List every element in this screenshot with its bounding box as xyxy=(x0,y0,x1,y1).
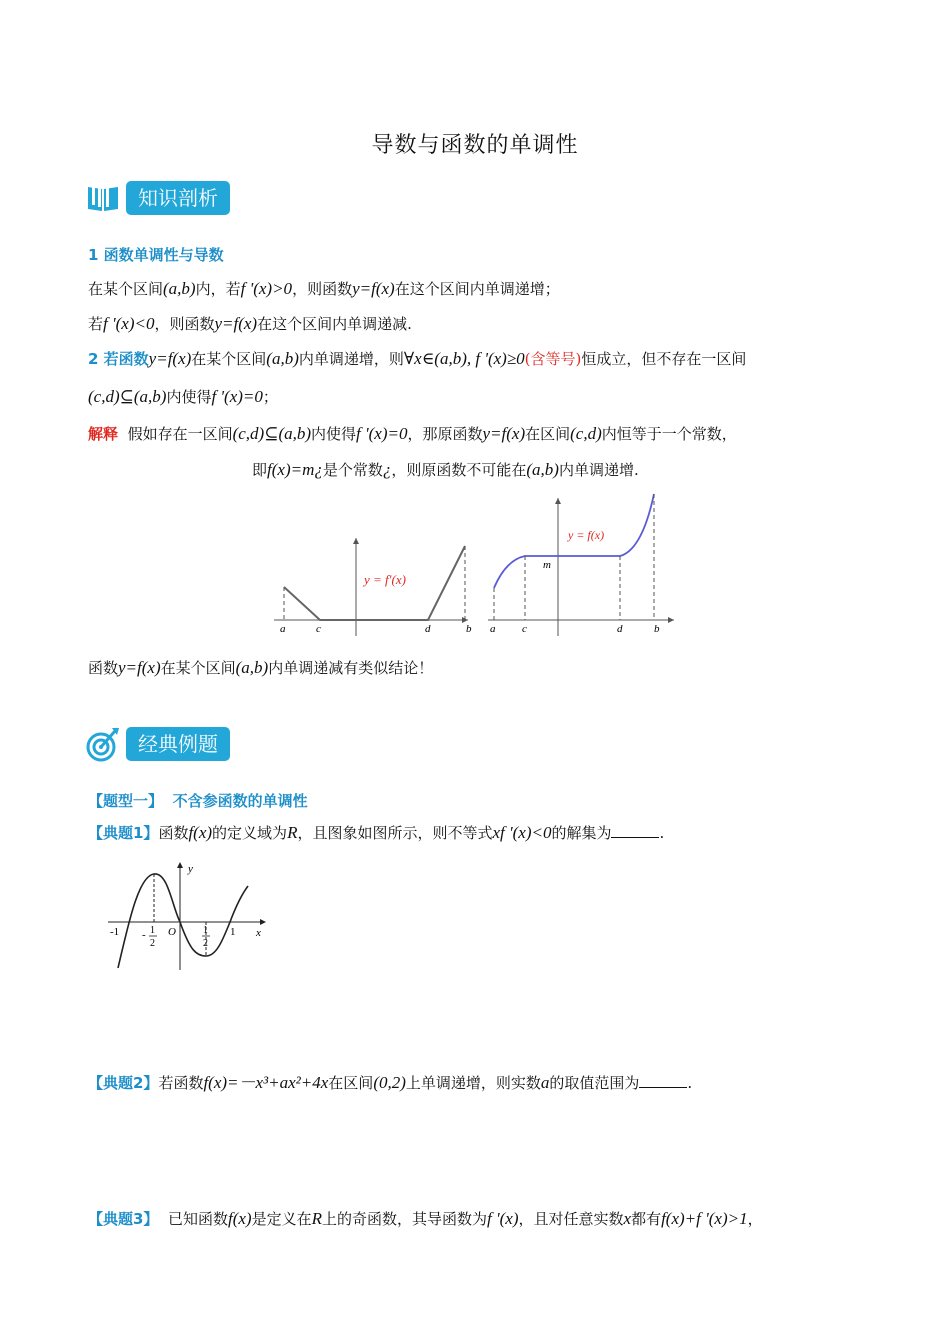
knowledge-line-4: (c,d)⊆(a,b)内使得f '(x)=0； xyxy=(88,387,278,406)
type1-heading: 【题型一】 不含参函数的单调性 xyxy=(88,792,308,810)
right-graph xyxy=(488,494,674,636)
left-tick-c: c xyxy=(316,623,321,635)
left-curve-label: y = f′(x) xyxy=(364,572,406,587)
knowledge-line-3: 2 若函数y=f(x)在某个区间(a,b)内单调递增，则∀x∈(a,b), f '(x)≥0(含等号)恒成立，但不存在一区间 xyxy=(88,349,747,368)
fig2-x-label: x xyxy=(256,927,261,939)
left-tick-a: a xyxy=(280,623,286,635)
knowledge-line-5: 解释 假如存在一区间(c,d)⊆(a,b)内使得f '(x)=0，那原函数y=f(x)在区间(c,d)内恒等于一个常数， xyxy=(88,424,737,443)
derivative-figure xyxy=(270,488,690,638)
knowledge-line-1: 在某个区间(a,b)内，若f '(x)>0，则函数y=f(x)在这个区间内单调递增； xyxy=(88,279,560,298)
example-3: 【典题3】 已知函数f(x)是定义在R上的奇函数，其导函数为f '(x)，且对任意实数x都有f(x)+f '(x)>1， xyxy=(88,1209,763,1228)
fig2-tick-minus-half-den: 2 xyxy=(150,938,155,949)
knowledge-line-7: 函数y=f(x)在某个区间(a,b)内单调递减有类似结论！ xyxy=(88,658,434,677)
left-graph xyxy=(274,538,472,636)
cubic-figure xyxy=(106,856,268,972)
left-tick-b: b xyxy=(466,623,472,635)
open-book-icon xyxy=(86,183,120,213)
right-x-arrow xyxy=(668,617,674,623)
fig2-curve xyxy=(118,874,248,968)
fig2-tick-half-den: 2 xyxy=(203,938,208,949)
right-curve-label: y = f(x) xyxy=(568,528,605,542)
example-2: 【典题2】若函数f(x)=－x³+ax²+4x在区间(0,2)上单调递增，则实数a的取值范围为 . xyxy=(88,1073,693,1092)
fig2-x-arrow xyxy=(260,919,266,925)
target-icon xyxy=(86,726,120,762)
right-m-label: m xyxy=(543,559,551,571)
answer-blank-2[interactable] xyxy=(639,1073,687,1088)
right-tick-a: a xyxy=(490,623,496,635)
knowledge-line-2: 若f '(x)<0，则函数y=f(x)在这个区间内单调递减. xyxy=(88,314,412,333)
section-label-examples: 经典例题 xyxy=(126,727,230,761)
section-badge-examples xyxy=(86,726,230,762)
answer-blank-1[interactable] xyxy=(611,823,659,838)
right-tick-b: b xyxy=(654,623,660,635)
fig2-tick-minus-half-sign: - xyxy=(142,929,146,941)
left-y-arrow xyxy=(353,538,359,544)
fig2-y-label: y xyxy=(188,863,193,875)
explanation-label: 解释 xyxy=(88,425,119,443)
subheading-1: 1 函数单调性与导数 xyxy=(88,246,224,264)
example-1: 【典题1】函数f(x)的定义域为R，且图象如图所示，则不等式xf '(x)<0的解集为 . xyxy=(88,823,665,842)
fig2-tick-1: 1 xyxy=(230,926,236,938)
left-tick-d: d xyxy=(425,623,431,635)
fig2-tick-minus-half-num: 1 xyxy=(150,925,155,936)
knowledge-line-6: 即f(x)=m¿是个常数¿，则原函数不可能在(a,b)内单调递增. xyxy=(252,460,639,479)
right-tick-c: c xyxy=(522,623,527,635)
fig2-tick-half-num: 1 xyxy=(203,925,208,936)
fig2-y-arrow xyxy=(177,862,183,868)
section-label-knowledge: 知识剖析 xyxy=(126,181,230,215)
section-badge-knowledge xyxy=(86,180,230,216)
fig2-tick-minus-1: -1 xyxy=(110,926,120,938)
right-y-arrow xyxy=(555,498,561,504)
page-title: 导数与函数的单调性 xyxy=(371,133,579,158)
fig2-origin-label: O xyxy=(168,926,176,938)
right-tick-d: d xyxy=(617,623,623,635)
